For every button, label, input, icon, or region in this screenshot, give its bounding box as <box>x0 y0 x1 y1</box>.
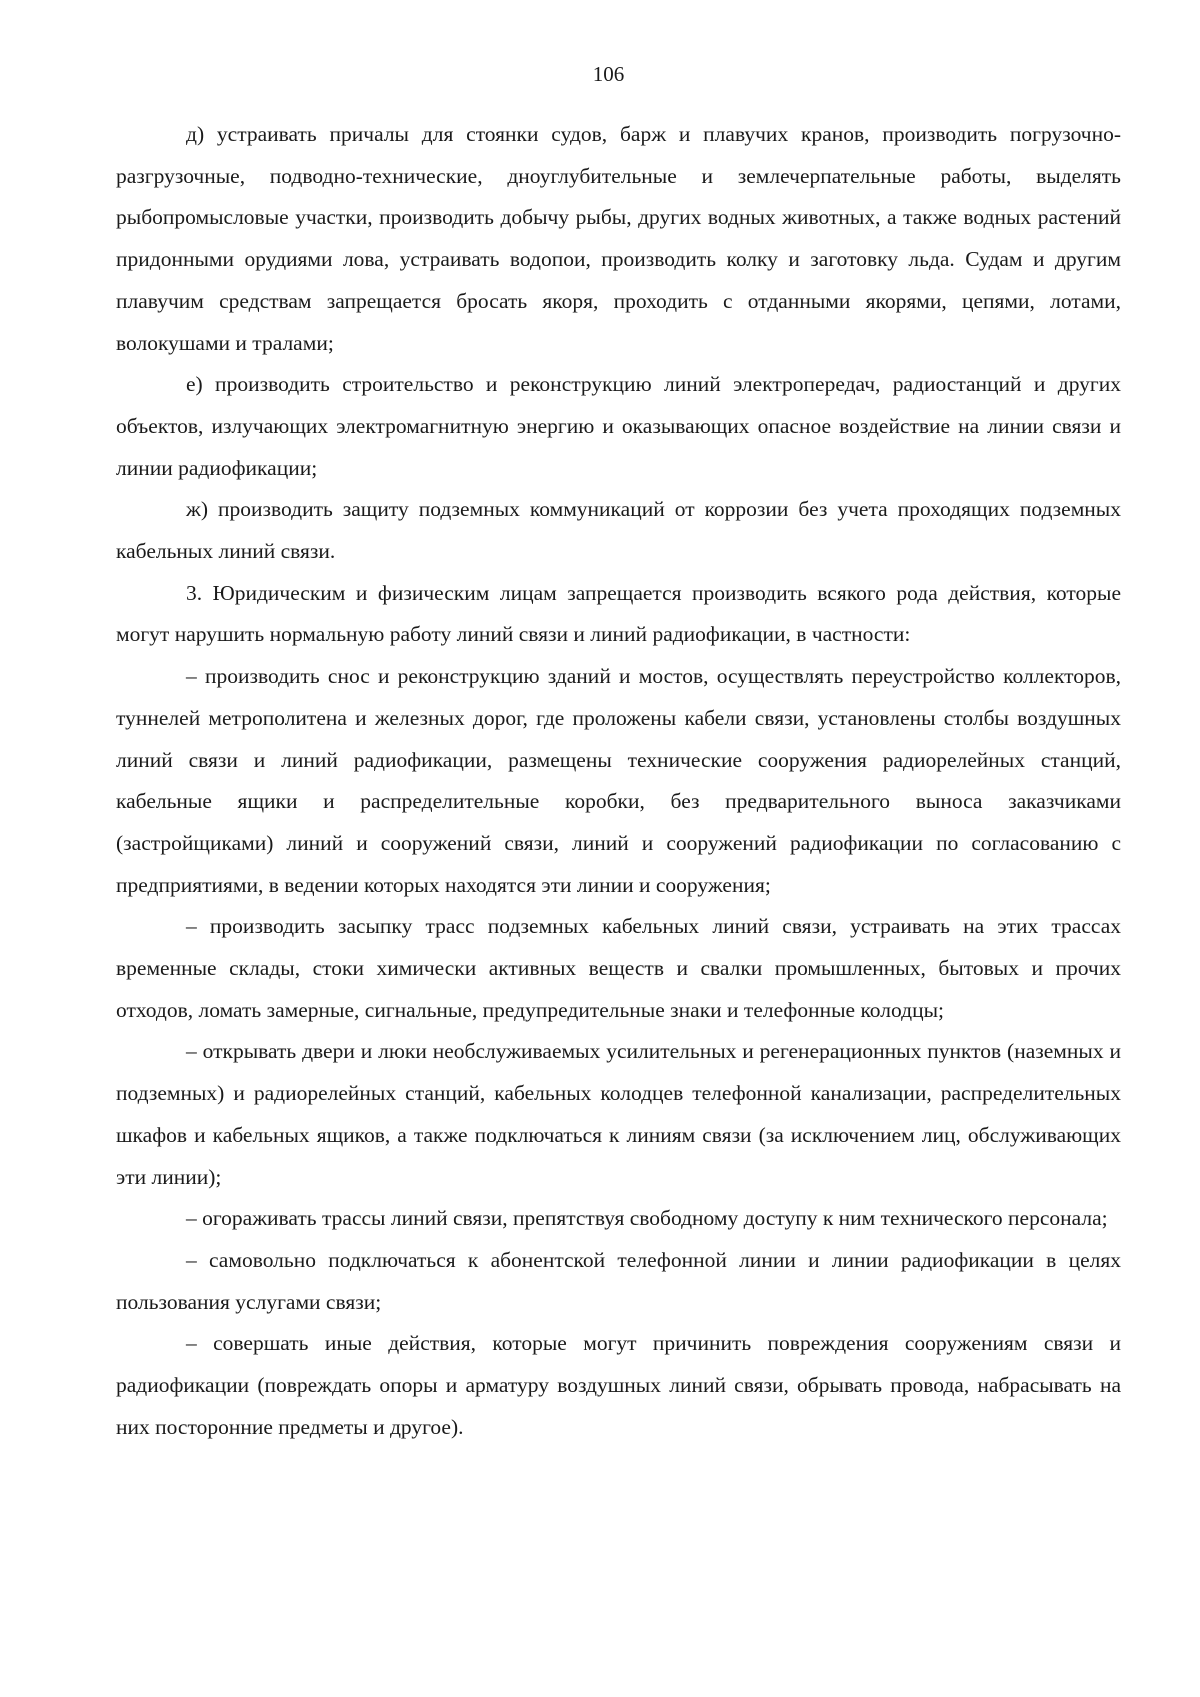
paragraph-dash-backfill: – производить засыпку трасс подземных кабельных линий связи, устраивать на этих трассах временные склады, стоки химически активных веществ и свалки промышленных, бытовых и прочих отходов, ломать замерные, сигнальные, предупредительные знаки и телефонные колодцы; <box>116 914 1121 1022</box>
paragraph-section-3: 3. Юридическим и физическим лицам запрещается производить всякого рода действия, которые могут нарушить нормальную работу линий связи и линий радиофикации, в частности: <box>116 580 1121 647</box>
paragraph-dash-fence: – огораживать трассы линий связи, препятствуя свободному доступу к ним технического персонала; <box>186 1206 1108 1231</box>
paragraph-dash-open-doors: – открывать двери и люки необслуживаемых усилительных и регенерационных пунктов (наземных и подземных) и радиорелейных станций, кабельных колодцев телефонной канализации, распределительных шкафов и кабельных ящиков, а также подключаться к линиям связи (за исключением лиц, обслуживающих эти линии); <box>116 1039 1121 1189</box>
paragraph-dash-demolition: – производить снос и реконструкцию зданий и мостов, осуществлять переустройство коллекторов, туннелей метрополитена и железных дорог, где проложены кабели связи, установлены столбы воздушных линий связи и линий радиофикации, размещены технические сооружения радиорелейных станций, кабельные ящики и распределительные коробки, без предварительного выноса заказчиками (застройщиками) линий и сооружений связи, линий и сооружений радиофикации по согласованию с предприятиями, в ведении которых находятся эти линии и сооружения; <box>116 664 1121 897</box>
paragraph-dash-other-actions: – совершать иные действия, которые могут причинить повреждения сооружениям связи и радиофикации (повреждать опоры и арматуру воздушных линий связи, обрывать провода, набрасывать на них посторонние предметы и другое). <box>116 1331 1121 1439</box>
page-number: 106 <box>592 62 625 86</box>
document-body <box>116 114 1121 1449</box>
paragraph-item-d: д) устраивать причалы для стоянки судов, барж и плавучих кранов, производить погрузочно-разгрузочные, подводно-технические, дноуглубительные и землечерпательные работы, выделять рыбопромысловые участки, производить добычу рыбы, других водных животных, а также водных растений придонными орудиями лова, устраивать водопои, производить колку и заготовку льда. Судам и другим плавучим средствам запрещается бросать якоря, проходить с отданными якорями, цепями, лотами, волокушами и тралами; <box>116 122 1121 355</box>
paragraph-item-e: е) производить строительство и реконструкцию линий электропередач, радиостанций и других объектов, излучающих электромагнитную энергию и оказывающих опасное воздействие на линии связи и линии радиофикации; <box>116 372 1121 480</box>
paragraph-item-zh: ж) производить защиту подземных коммуникаций от коррозии без учета проходящих подземных кабельных линий связи. <box>116 497 1121 564</box>
paragraph-dash-connect: – самовольно подключаться к абонентской телефонной линии и линии радиофикации в целях пользования услугами связи; <box>116 1247 1121 1314</box>
